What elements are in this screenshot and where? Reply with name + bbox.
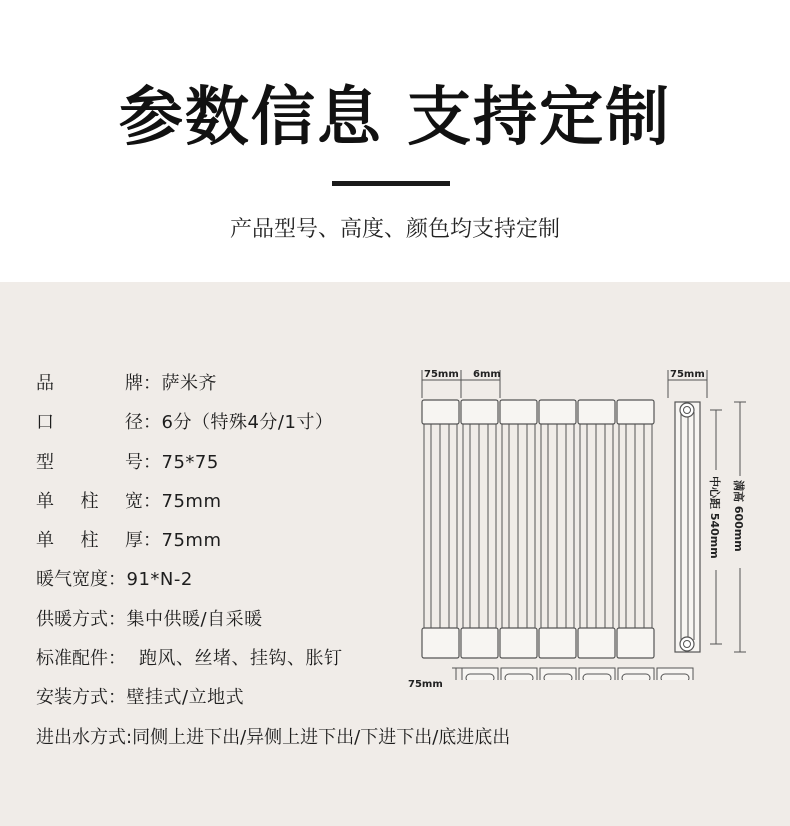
spec-label-accessories: 标准配件 — [36, 648, 108, 670]
front-view — [422, 369, 654, 658]
radiator-columns — [422, 400, 654, 658]
spec-label-brand: 品 牌 — [36, 373, 143, 394]
spec-value-water-flow: :同侧上进下出/异侧上进下出/下进下出/底进底出 — [126, 726, 511, 748]
spec-value-accessories: ： 跑风、丝堵、挂钩、胀钉 — [108, 648, 343, 670]
radiator-diagram — [400, 360, 770, 680]
spec-label-column-width: 单 柱 宽 — [36, 490, 143, 512]
spec-value-caliber: ：6分（特殊4分/1寸） — [143, 412, 334, 434]
dim-bottom-depth-label: 75mm — [408, 679, 443, 690]
spec-value-column-depth: ：75mm — [143, 530, 222, 552]
spec-label-heater-width: 暖气宽度 — [36, 569, 108, 591]
bottom-view — [452, 668, 693, 680]
spec-label-install: 安装方式 — [36, 687, 108, 709]
spec-label-water-flow: 进出水方式 — [36, 726, 126, 748]
dim-col-width-label: 75mm — [424, 369, 459, 380]
spec-label-model: 型 号 — [36, 451, 143, 473]
spec-row-water-flow — [36, 718, 510, 757]
page-title: 参数信息 支持定制 — [118, 81, 672, 155]
side-view — [668, 369, 746, 652]
dim-gap-label: 6mm — [473, 369, 501, 380]
spec-value-heating-method: ：集中供暖/自采暖 — [108, 608, 263, 630]
title-underline — [332, 181, 450, 186]
dim-center-distance-label: 中心距 540mm — [708, 476, 721, 559]
spec-value-heater-width: ：91*N-2 — [108, 569, 193, 591]
spec-label-heating-method: 供暖方式 — [36, 608, 108, 630]
spec-label-caliber: 口 径 — [36, 412, 143, 434]
spec-value-install: ：壁挂式/立地式 — [108, 687, 245, 709]
dim-full-height-label: 满高 600mm — [732, 480, 745, 552]
spec-value-brand: ：萨米齐 — [143, 373, 217, 394]
dim-side-depth-label: 75mm — [670, 369, 705, 380]
spec-label-column-depth: 单 柱 厚 — [36, 530, 143, 552]
spec-value-model: ：75*75 — [143, 451, 219, 473]
header-section — [0, 0, 790, 282]
page-subtitle: 产品型号、高度、颜色均支持定制 — [229, 217, 560, 242]
spec-value-column-width: ：75mm — [143, 490, 222, 512]
